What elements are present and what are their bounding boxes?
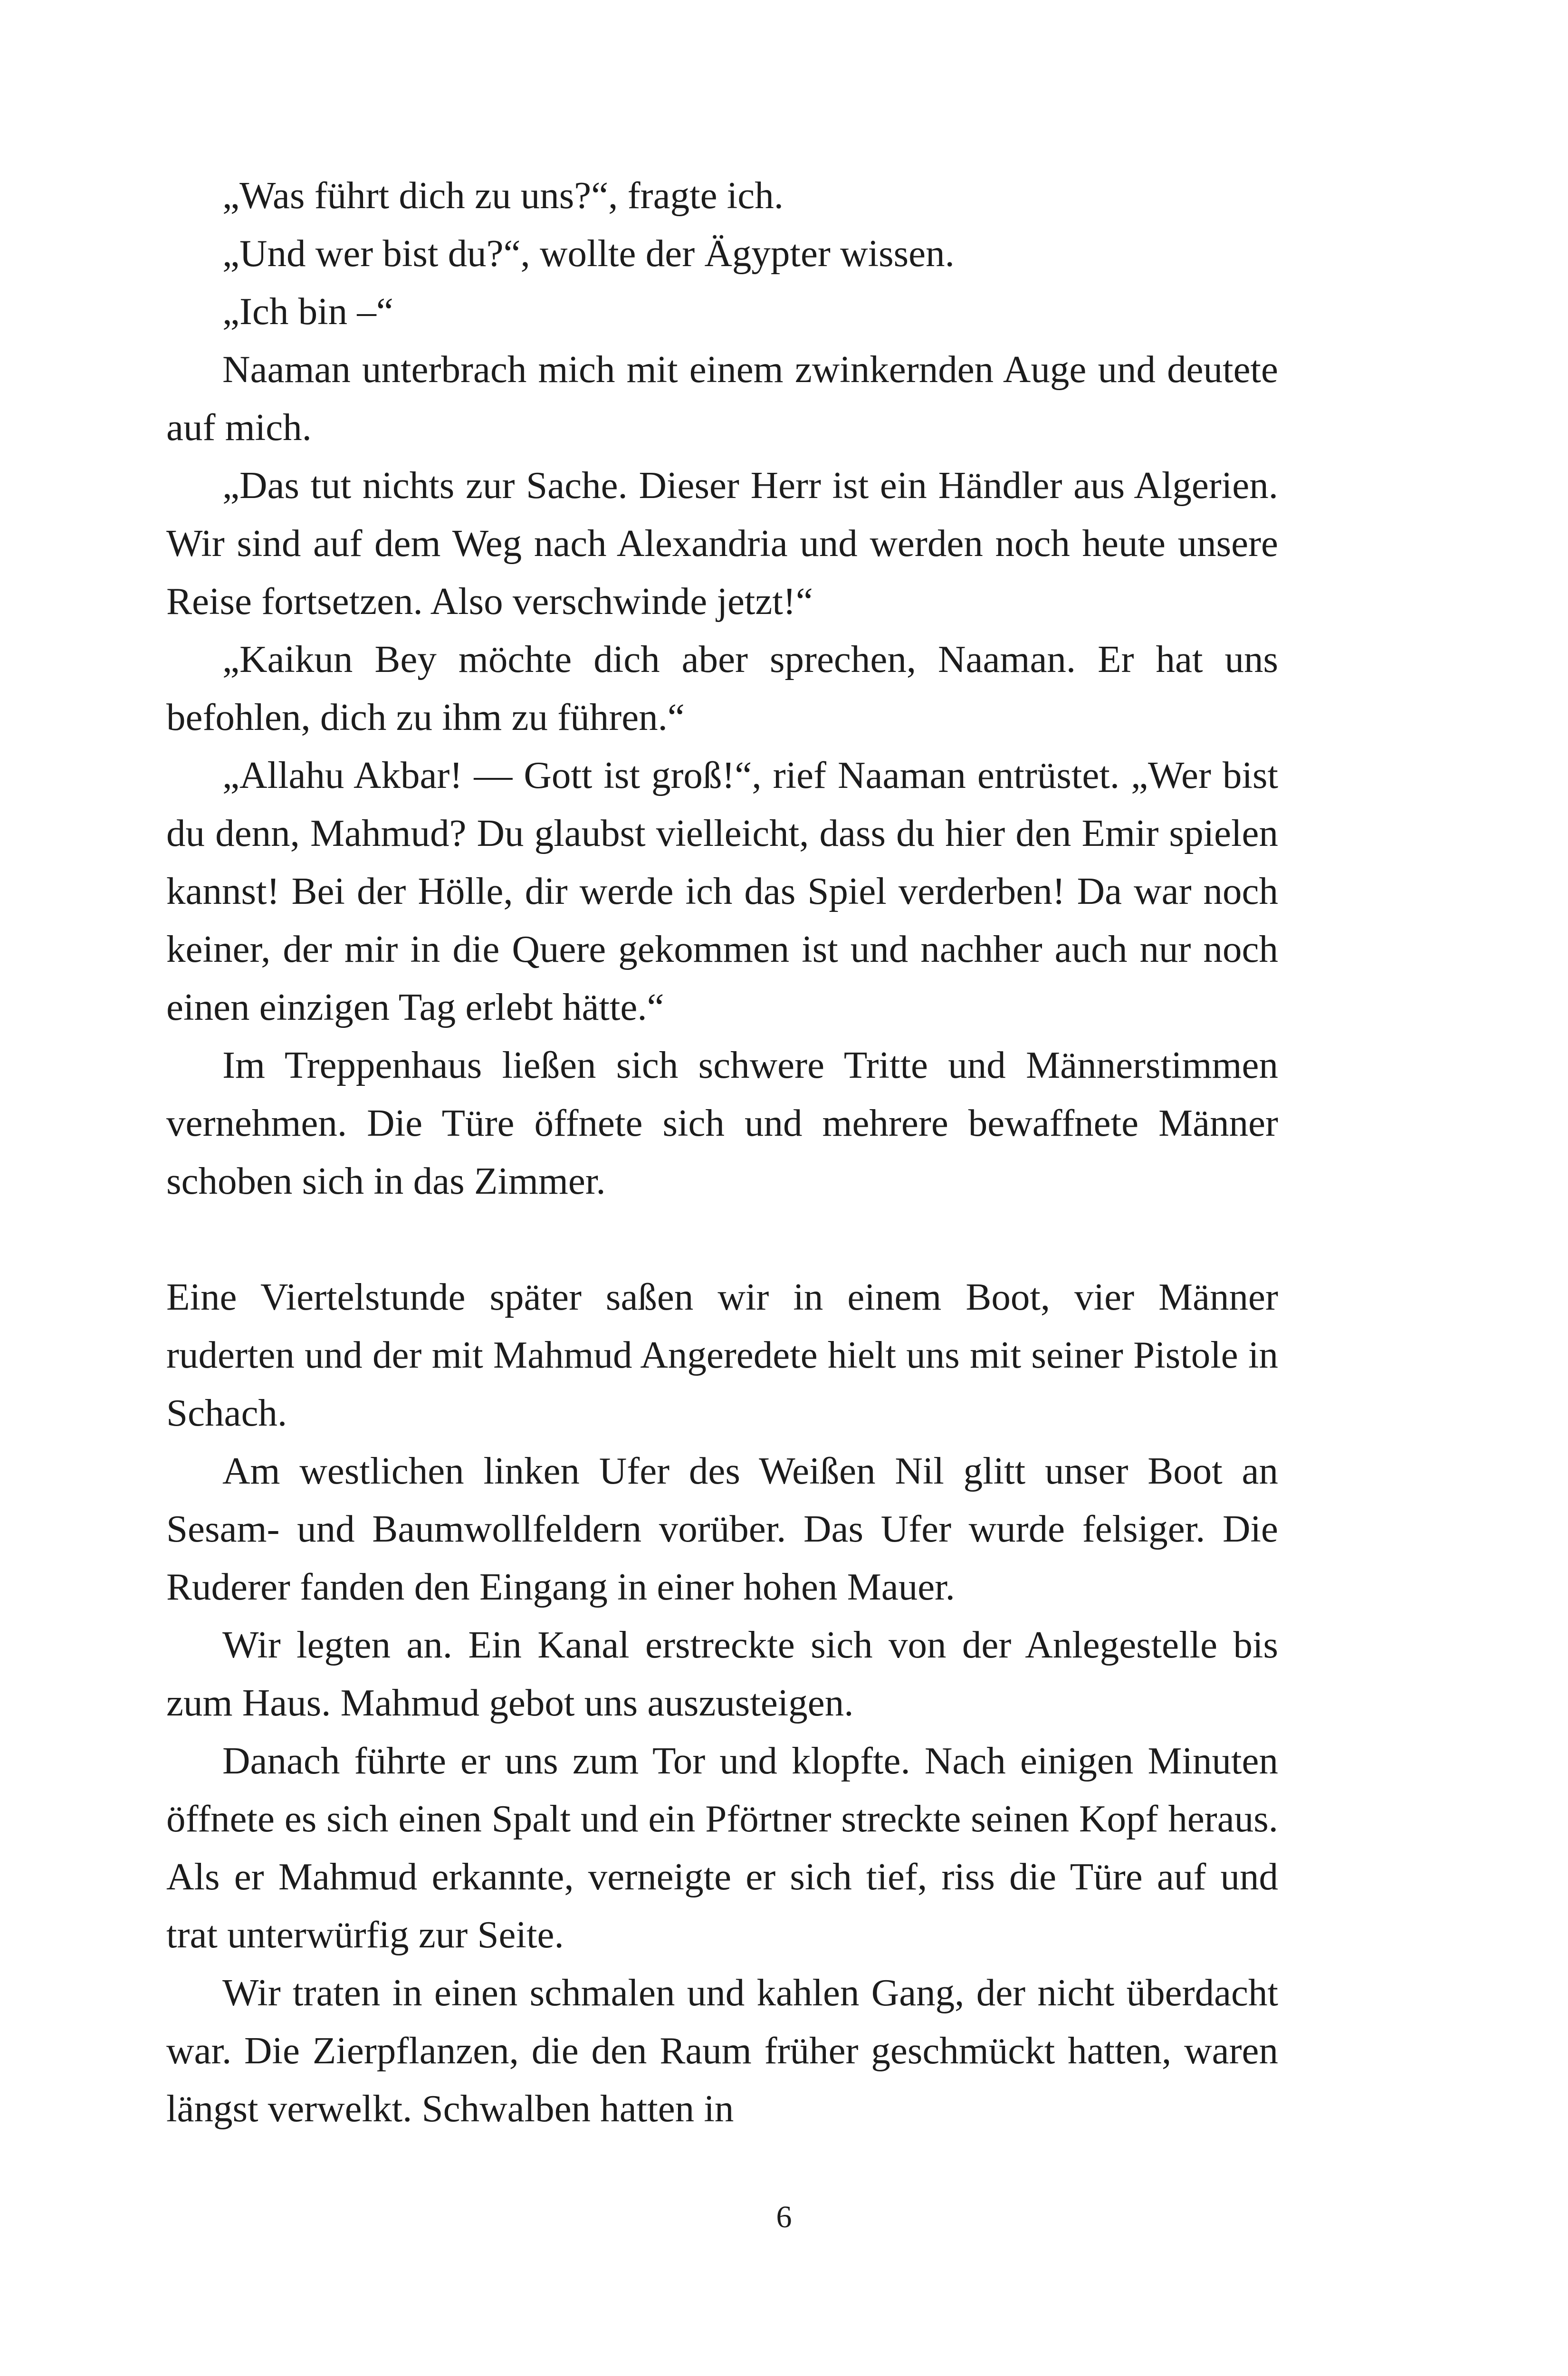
paragraph: Wir traten in einen schmalen und kahlen Gang, der nicht überdacht war. Die Zierpflanzen, die den Raum früher geschmückt hatten, waren längst verwelkt. Schwalben hatten in <box>166 1971 1278 2130</box>
paragraph: Wir legten an. Ein Kanal erstreckte sich von der Anlegestelle bis zum Haus. Mahmud gebot uns auszusteigen. <box>166 1623 1278 1724</box>
body-text <box>166 166 1278 2137</box>
paragraph: „Ich bin –“ <box>222 290 393 333</box>
paragraph: „Kaikun Bey möchte dich aber sprechen, Naaman. Er hat uns befohlen, dich zu ihm zu führen.“ <box>166 638 1278 738</box>
section-first-paragraph: Eine Viertelstunde später saßen wir in einem Boot, vier Männer ruderten und der mit Mahmud Angeredete hielt uns mit seiner Pistole in Schach. <box>166 1275 1278 1434</box>
paragraph: Am westlichen linken Ufer des Weißen Nil glitt unser Boot an Sesam- und Baumwollfeldern vorüber. Das Ufer wurde felsiger. Die Ruderer fanden den Eingang in einer hohen Mauer. <box>166 1449 1278 1608</box>
paragraph: Im Treppenhaus ließen sich schwere Tritte und Männerstimmen vernehmen. Die Türe öffnete sich und mehrere bewaffnete Männer schoben sich in das Zimmer. <box>166 1044 1278 1202</box>
paragraph: „Das tut nichts zur Sache. Dieser Herr ist ein Händler aus Algerien. Wir sind auf dem Weg nach Alexandria und werden noch heute unsere Reise fortsetzen. Also verschwinde jetzt!“ <box>166 464 1278 623</box>
page-number: 6 <box>776 2200 792 2234</box>
paragraph: Danach führte er uns zum Tor und klopfte. Nach einigen Minuten öffnete es sich einen Spalt und ein Pförtner streckte seinen Kopf heraus. Als er Mahmud erkannte, verneigte er sich tief, riss die Türe auf und trat unterwürfig zur Seite. <box>166 1739 1278 1956</box>
paragraph: „Und wer bist du?“, wollte der Ägypter wissen. <box>222 232 955 275</box>
paragraph: „Was führt dich zu uns?“, fragte ich. <box>222 174 784 217</box>
paragraph: „Allahu Akbar! — Gott ist groß!“, rief Naaman entrüstet. „Wer bist du denn, Mahmud? Du glaubst vielleicht, dass du hier den Emir spielen kannst! Bei der Hölle, dir werde ich das Spiel verderben! Da war noch keiner, der mir in die Quere gekommen ist und nachher auch nur noch einen einzigen Tag erlebt hätte.“ <box>166 754 1278 1028</box>
paragraph: Naaman unterbrach mich mit einem zwinkernden Auge und deutete auf mich. <box>166 348 1278 449</box>
